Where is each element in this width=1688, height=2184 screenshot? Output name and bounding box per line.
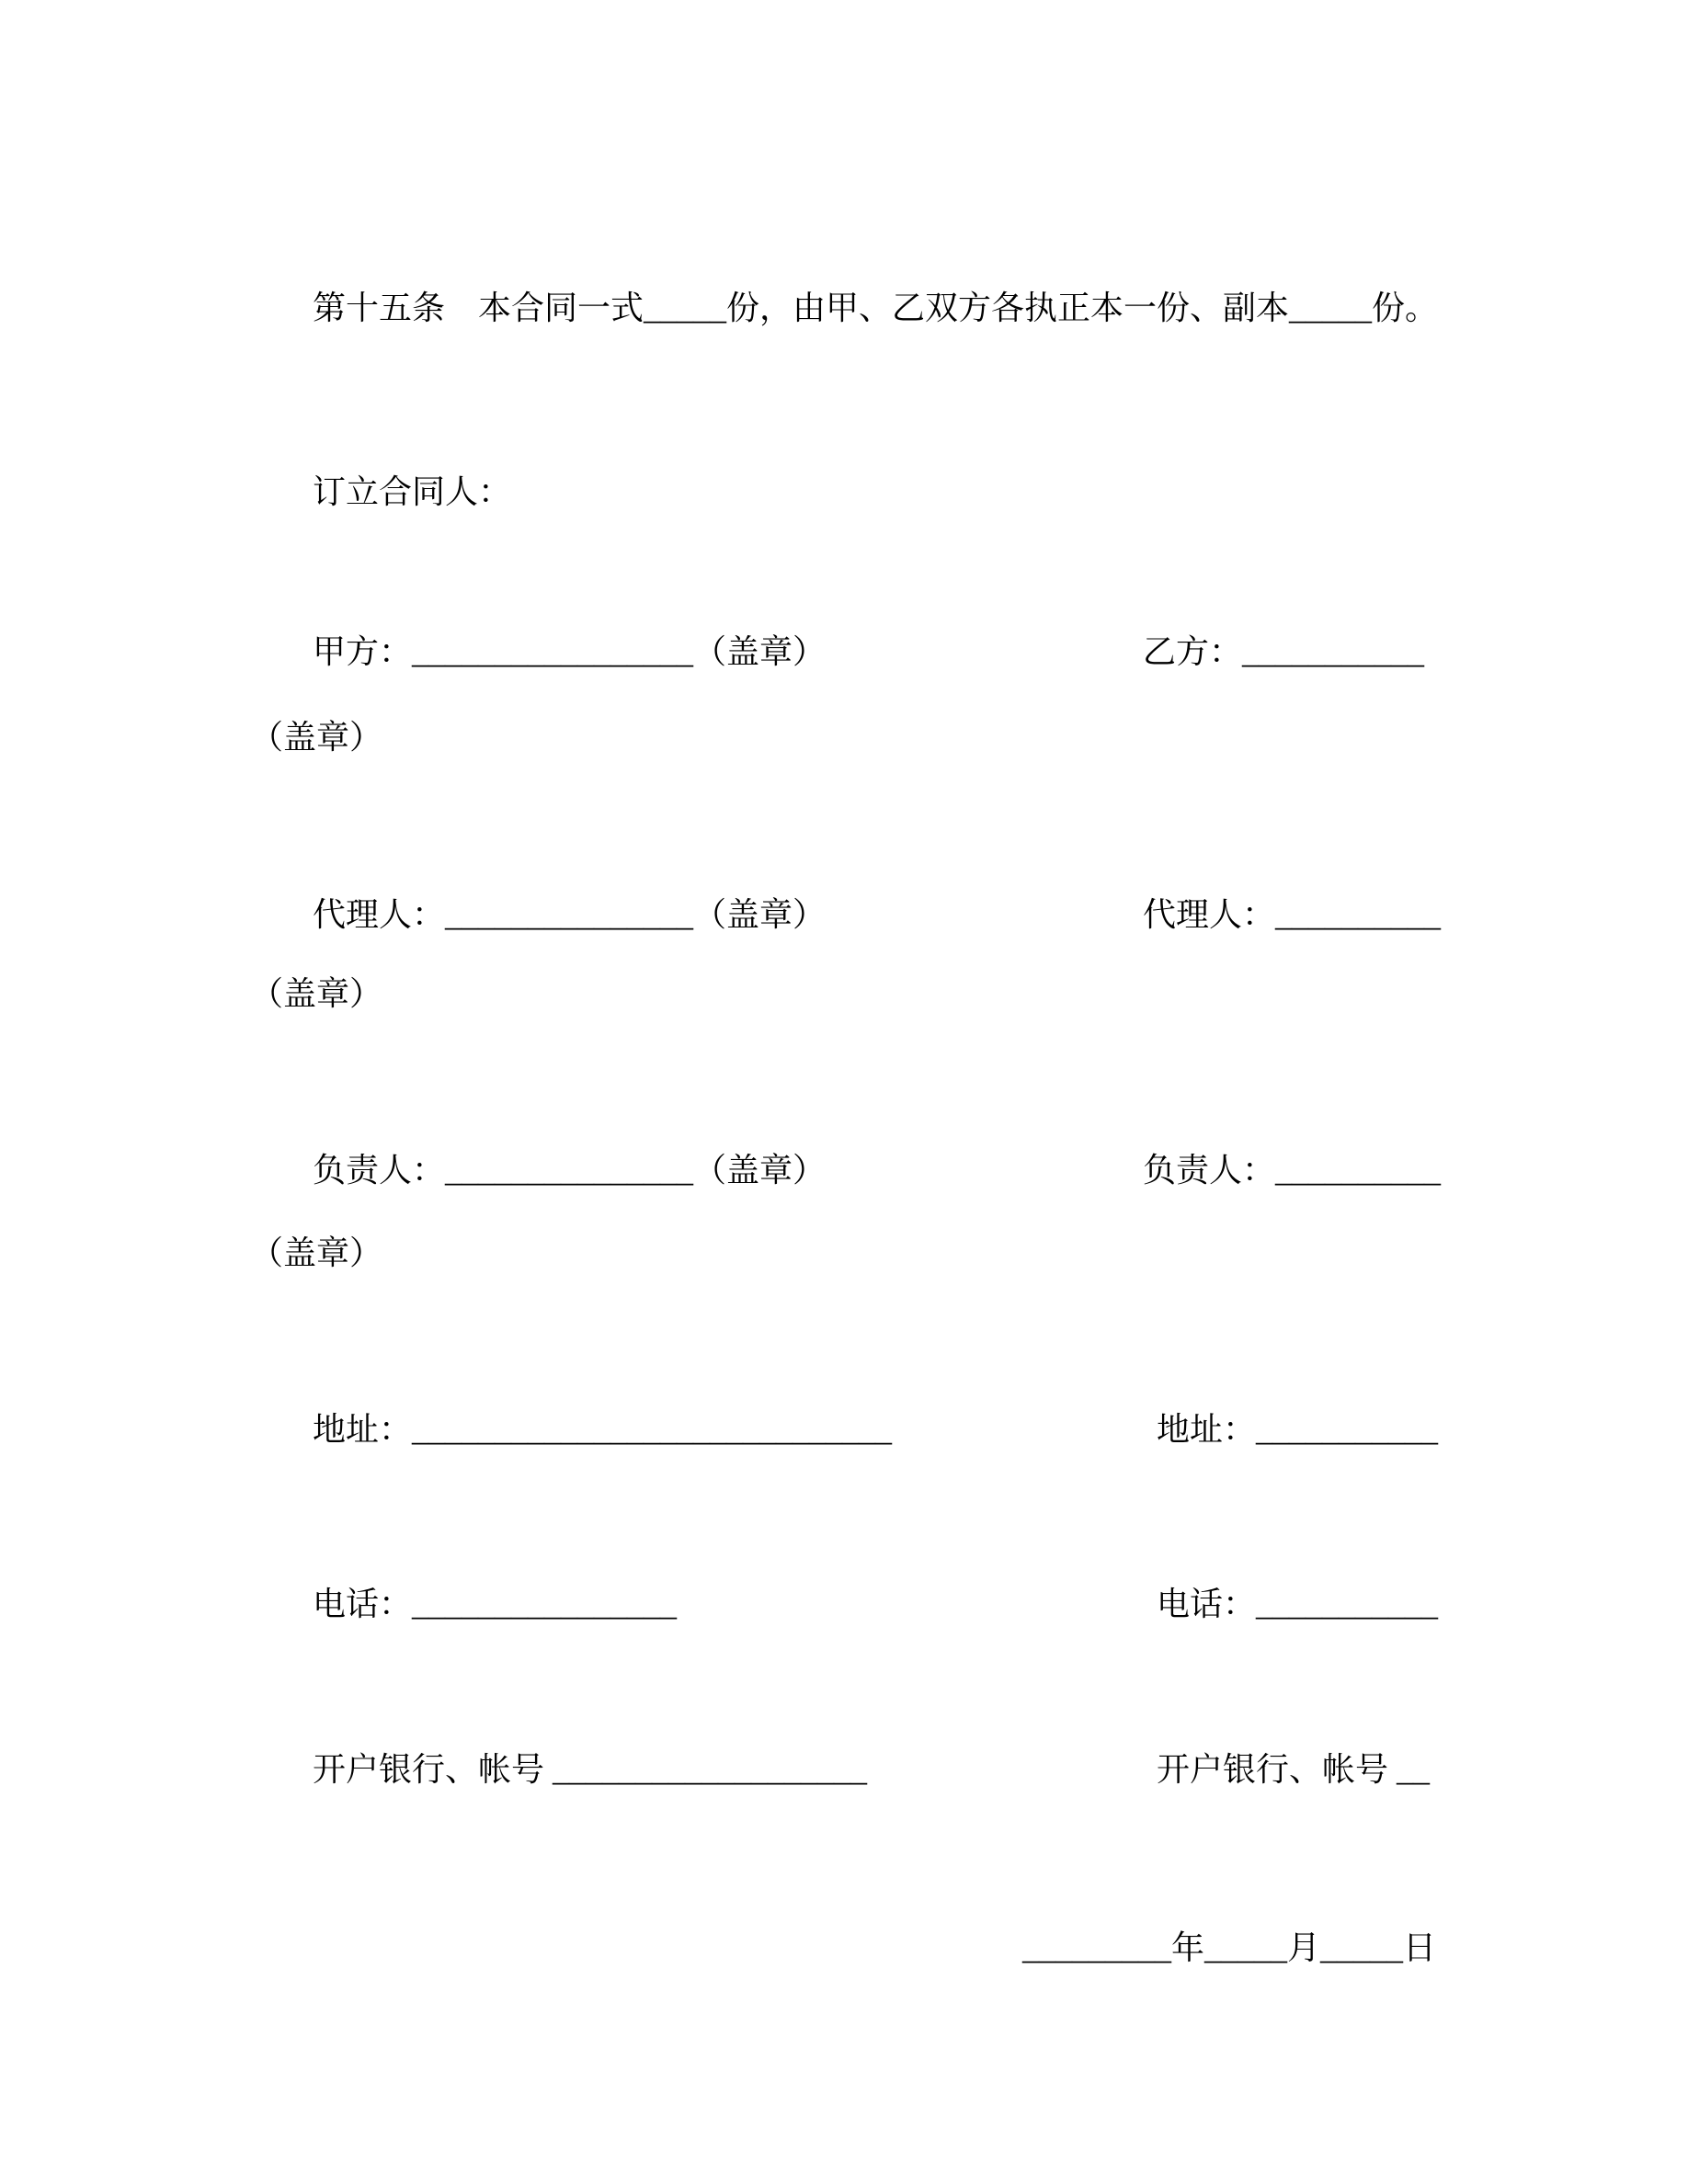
- phone-row: [0, 1583, 1688, 1627]
- party-b-line: 乙方：___________: [1143, 633, 1425, 670]
- parties-heading: 订立合同人：: [313, 473, 512, 510]
- agent-b-line: 代理人：__________: [1143, 896, 1442, 933]
- agent-row: [0, 893, 1688, 938]
- party-b-seal-note: （盖章）: [250, 719, 383, 756]
- phone-a-line: 电话：________________: [313, 1586, 678, 1622]
- address-b-line: 地址：___________: [1157, 1411, 1439, 1448]
- date-line: _________年_____月_____日: [1022, 1929, 1436, 1966]
- agent-a-line: 代理人：_______________（盖章）: [313, 896, 827, 933]
- principal-row: [0, 1149, 1688, 1193]
- bank-b-line: 开户银行、帐号 __: [1157, 1751, 1431, 1788]
- address-row: [0, 1408, 1688, 1452]
- principal-b-seal-note: （盖章）: [250, 1234, 383, 1271]
- address-a-line: 地址：_____________________________: [313, 1411, 893, 1448]
- bank-a-line: 开户银行、帐号 ___________________: [313, 1751, 868, 1788]
- bank-row: [0, 1748, 1688, 1792]
- principal-a-line: 负责人：_______________（盖章）: [313, 1152, 827, 1189]
- agent-b-seal-note: （盖章）: [250, 975, 383, 1012]
- principal-b-line: 负责人：__________: [1143, 1152, 1442, 1189]
- clause-15-text: 第十五条 本合同一式_____份，由甲、乙双方各执正本一份、副本_____份。: [313, 290, 1439, 326]
- party-a-line: 甲方：_________________（盖章）: [313, 633, 827, 670]
- phone-b-line: 电话：___________: [1157, 1586, 1439, 1622]
- party-row: [0, 631, 1688, 675]
